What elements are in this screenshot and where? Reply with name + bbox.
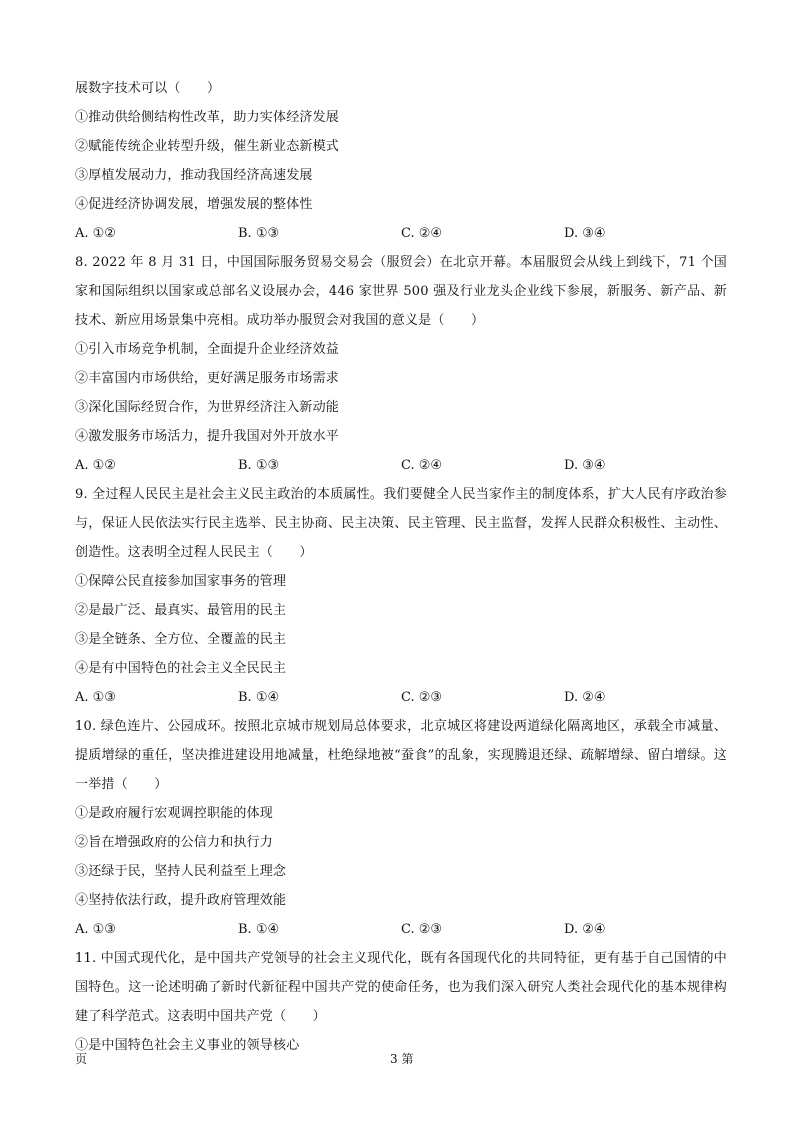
choice-item: ④激发服务市场活力，提升我国对外开放水平 [75,429,340,444]
option-d: D. ③④ [564,458,606,473]
option-a: A. ①③ [75,922,116,937]
choice-item: ④坚持依法行政，提升政府管理效能 [75,893,287,908]
answer-options [75,683,727,712]
question-9-stem: 9. 全过程人民民主是社会主义民主政治的本质属性。我们要健全人民当家作主的制度体系，扩大人民有序政治参与，保证人民依法实行民主选举、民主协商、民主决策、民主管理、民主监督，发挥人民群众积极性、主动性、创造性。这表明全过程人民民主（ ） [75,487,727,560]
footer-page-number: 3 第 [390,1052,414,1066]
choice-item: ④是有中国特色的社会主义全民民主 [75,661,287,676]
choice-item: ②赋能传统企业转型升级，催生新业态新模式 [75,139,340,154]
choice-item: ①保障公民直接参加国家事务的管理 [75,574,287,589]
answer-options [75,915,727,944]
option-b: B. ①④ [238,922,280,937]
option-a: A. ①② [75,458,116,473]
choice-item: ①是中国特色社会主义事业的领导核心 [75,1038,300,1053]
option-d: D. ③④ [564,226,606,241]
choice-item: ①推动供给侧结构性改革，助力实体经济发展 [75,110,340,125]
footer-page-label: 页 [75,1052,88,1066]
choice-item: ①是政府履行宏观调控职能的体现 [75,806,274,821]
answer-options [75,219,727,248]
option-d: D. ②④ [564,690,606,705]
option-b: B. ①④ [238,690,280,705]
question-10-stem: 10. 绿色连片、公园成环。按照北京城市规划局总体要求，北京城区将建设两道绿化隔离地区，承载全市减量、提质增绿的重任，坚决推进建设用地减量，杜绝绿地被“蚕食”的乱象，实现腾退还绿、疏解增绿、留白增绿。这一举措（ ） [75,719,727,792]
option-c: C. ②④ [401,458,443,473]
choice-item: ③还绿于民，坚持人民利益至上理念 [75,864,287,879]
option-b: B. ①③ [238,458,280,473]
choice-item: ②丰富国内市场供给，更好满足服务市场需求 [75,371,340,386]
page-content [75,74,727,1060]
choice-item: ①引入市场竞争机制，全面提升企业经济效益 [75,342,340,357]
option-c: C. ②③ [401,922,443,937]
option-c: C. ②③ [401,690,443,705]
option-c: C. ②④ [401,226,443,241]
option-a: A. ①③ [75,690,116,705]
choice-item: ③厚植发展动力，推动我国经济高速发展 [75,168,313,183]
answer-options [75,451,727,480]
choice-item: ②旨在增强政府的公信力和执行力 [75,835,274,850]
option-a: A. ①② [75,226,116,241]
question-8-stem: 8. 2022 年 8 月 31 日，中国国际服务贸易交易会（服贸会）在北京开幕。本届服贸会从线上到线下，71 个国家和国际组织以国家或总部名义设展办会，446 家世界 500 强及行业龙头企业线下参展，新服务、新产品、新技术、新应用场景集中亮相。成功举办服贸会对我国的意义是（ ） [75,255,727,328]
option-d: D. ②④ [564,922,606,937]
choice-item: ②是最广泛、最真实、最管用的民主 [75,603,287,618]
option-b: B. ①③ [238,226,280,241]
question-stem-tail: 展数字技术可以（ ） [75,81,221,96]
choice-item: ④促进经济协调发展，增强发展的整体性 [75,197,313,212]
choice-item: ③是全链条、全方位、全覆盖的民主 [75,632,287,647]
choice-item: ③深化国际经贸合作，为世界经济注入新动能 [75,400,340,415]
question-11-stem: 11. 中国式现代化，是中国共产党领导的社会主义现代化，既有各国现代化的共同特征，更有基于自己国情的中国特色。这一论述明确了新时代新征程中国共产党的使命任务，也为我们深入研究人类社会现代化的基本规律构建了科学范式。这表明中国共产党（ ） [75,951,727,1024]
